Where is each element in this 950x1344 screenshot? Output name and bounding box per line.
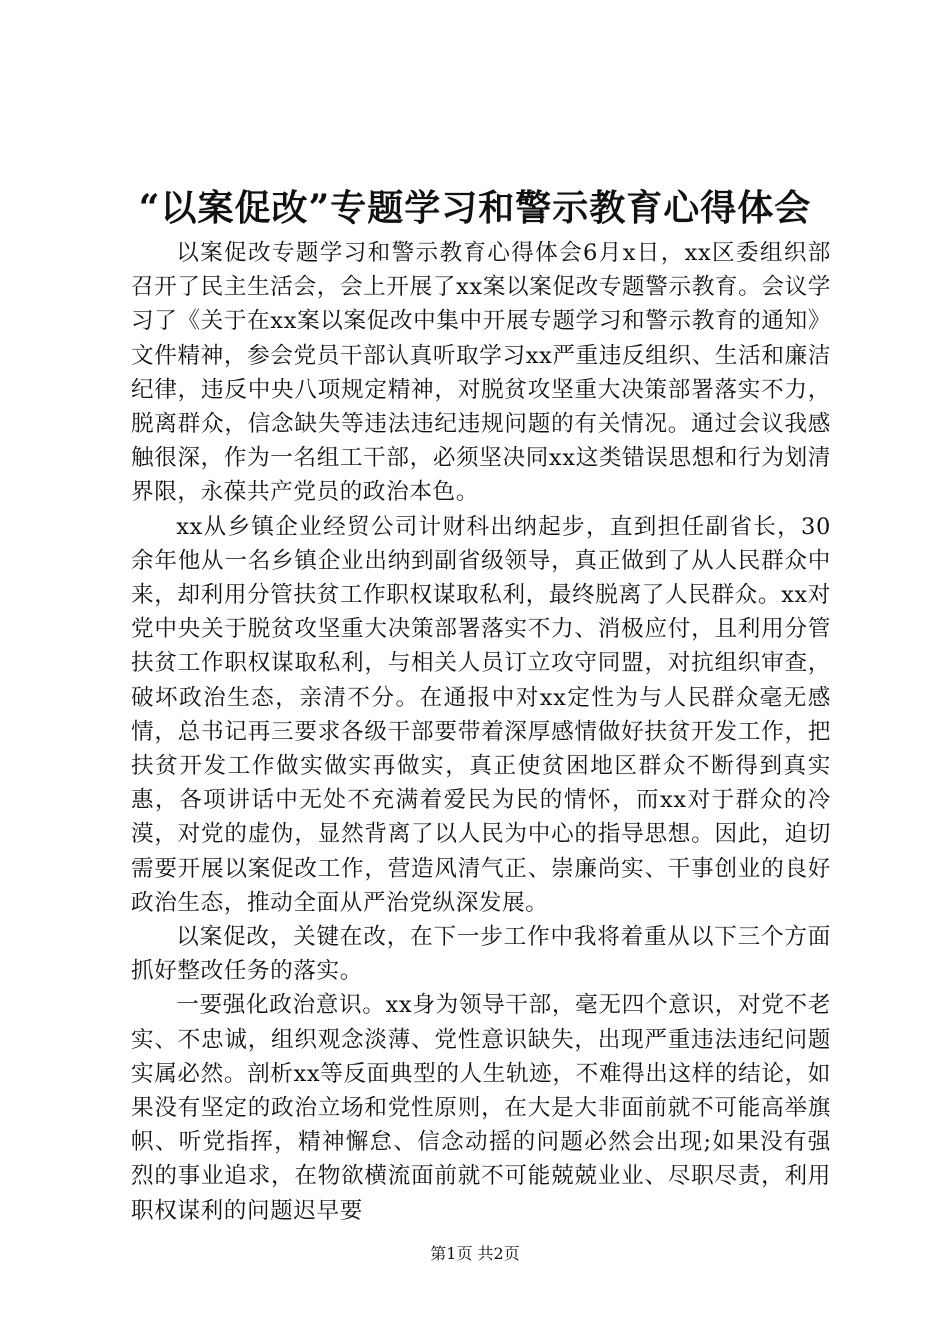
document-title: “以案促改”专题学习和警示教育心得体会 [138,187,812,229]
page-footer: 第1页 共2页 [430,1244,520,1263]
document-body [131,236,831,1228]
paragraph-2: xx从乡镇企业经贸公司计财科出纳起步，直到担任副省长，30余年他从一名乡镇企业出纳到副省级领导，真正做到了从人民群众中来，却利用分管扶贫工作职权谋取私利，最终脱离了人民群众。xx对党中央关于脱贫攻坚重大决策部署落实不力、消极应付，且利用分管扶贫工作职权谋取私利，与相关人员订立攻守同盟，对抗组织审查，破坏政治生态，亲清不分。在通报中对xx定性为与人民群众毫无感情，总书记再三要求各级干部要带着深厚感情做好扶贫开发工作，把扶贫开发工作做实做实再做实，真正使贫困地区群众不断得到真实惠，各项讲话中无处不充满着爱民为民的情怀，而xx对于群众的冷漠，对党的虚伪，显然背离了以人民为中心的指导思想。因此，迫切需要开展以案促改工作，营造风清气正、崇廉尚实、干事创业的良好政治生态，推动全面从严治党纵深发展。 [131,513,831,916]
paragraph-1: 以案促改专题学习和警示教育心得体会6月x日，xx区委组织部召开了民主生活会，会上开展了xx案以案促改专题警示教育。会议学习了《关于在xx案以案促改中集中开展专题学习和警示教育的通知》文件精神，参会党员干部认真听取学习xx严重违反组织、生活和廉洁纪律，违反中央八项规定精神，对脱贫攻坚重大决策部署落实不力，脱离群众，信念缺失等违法违纪违规问题的有关情况。通过会议我感触很深，作为一名组工干部，必须坚决同xx这类错误思想和行为划清界限，永葆共产党员的政治本色。 [131,240,831,506]
paragraph-3: 以案促改，关键在改，在下一步工作中我将着重从以下三个方面抓好整改任务的落实。 [131,924,831,985]
paragraph-4: 一要强化政治意识。xx身为领导干部，毫无四个意识，对党不老实、不忠诚，组织观念淡薄、党性意识缺失，出现严重违法违纪问题实属必然。剖析xx等反面典型的人生轨迹，不难得出这样的结论，如果没有坚定的政治立场和党性原则，在大是大非面前就不可能高举旗帜、听党指挥，精神懈怠、信念动摇的问题必然会出现;如果没有强烈的事业追求，在物欲横流面前就不可能兢兢业业、尽职尽责，利用职权谋利的问题迟早要 [131,992,831,1224]
